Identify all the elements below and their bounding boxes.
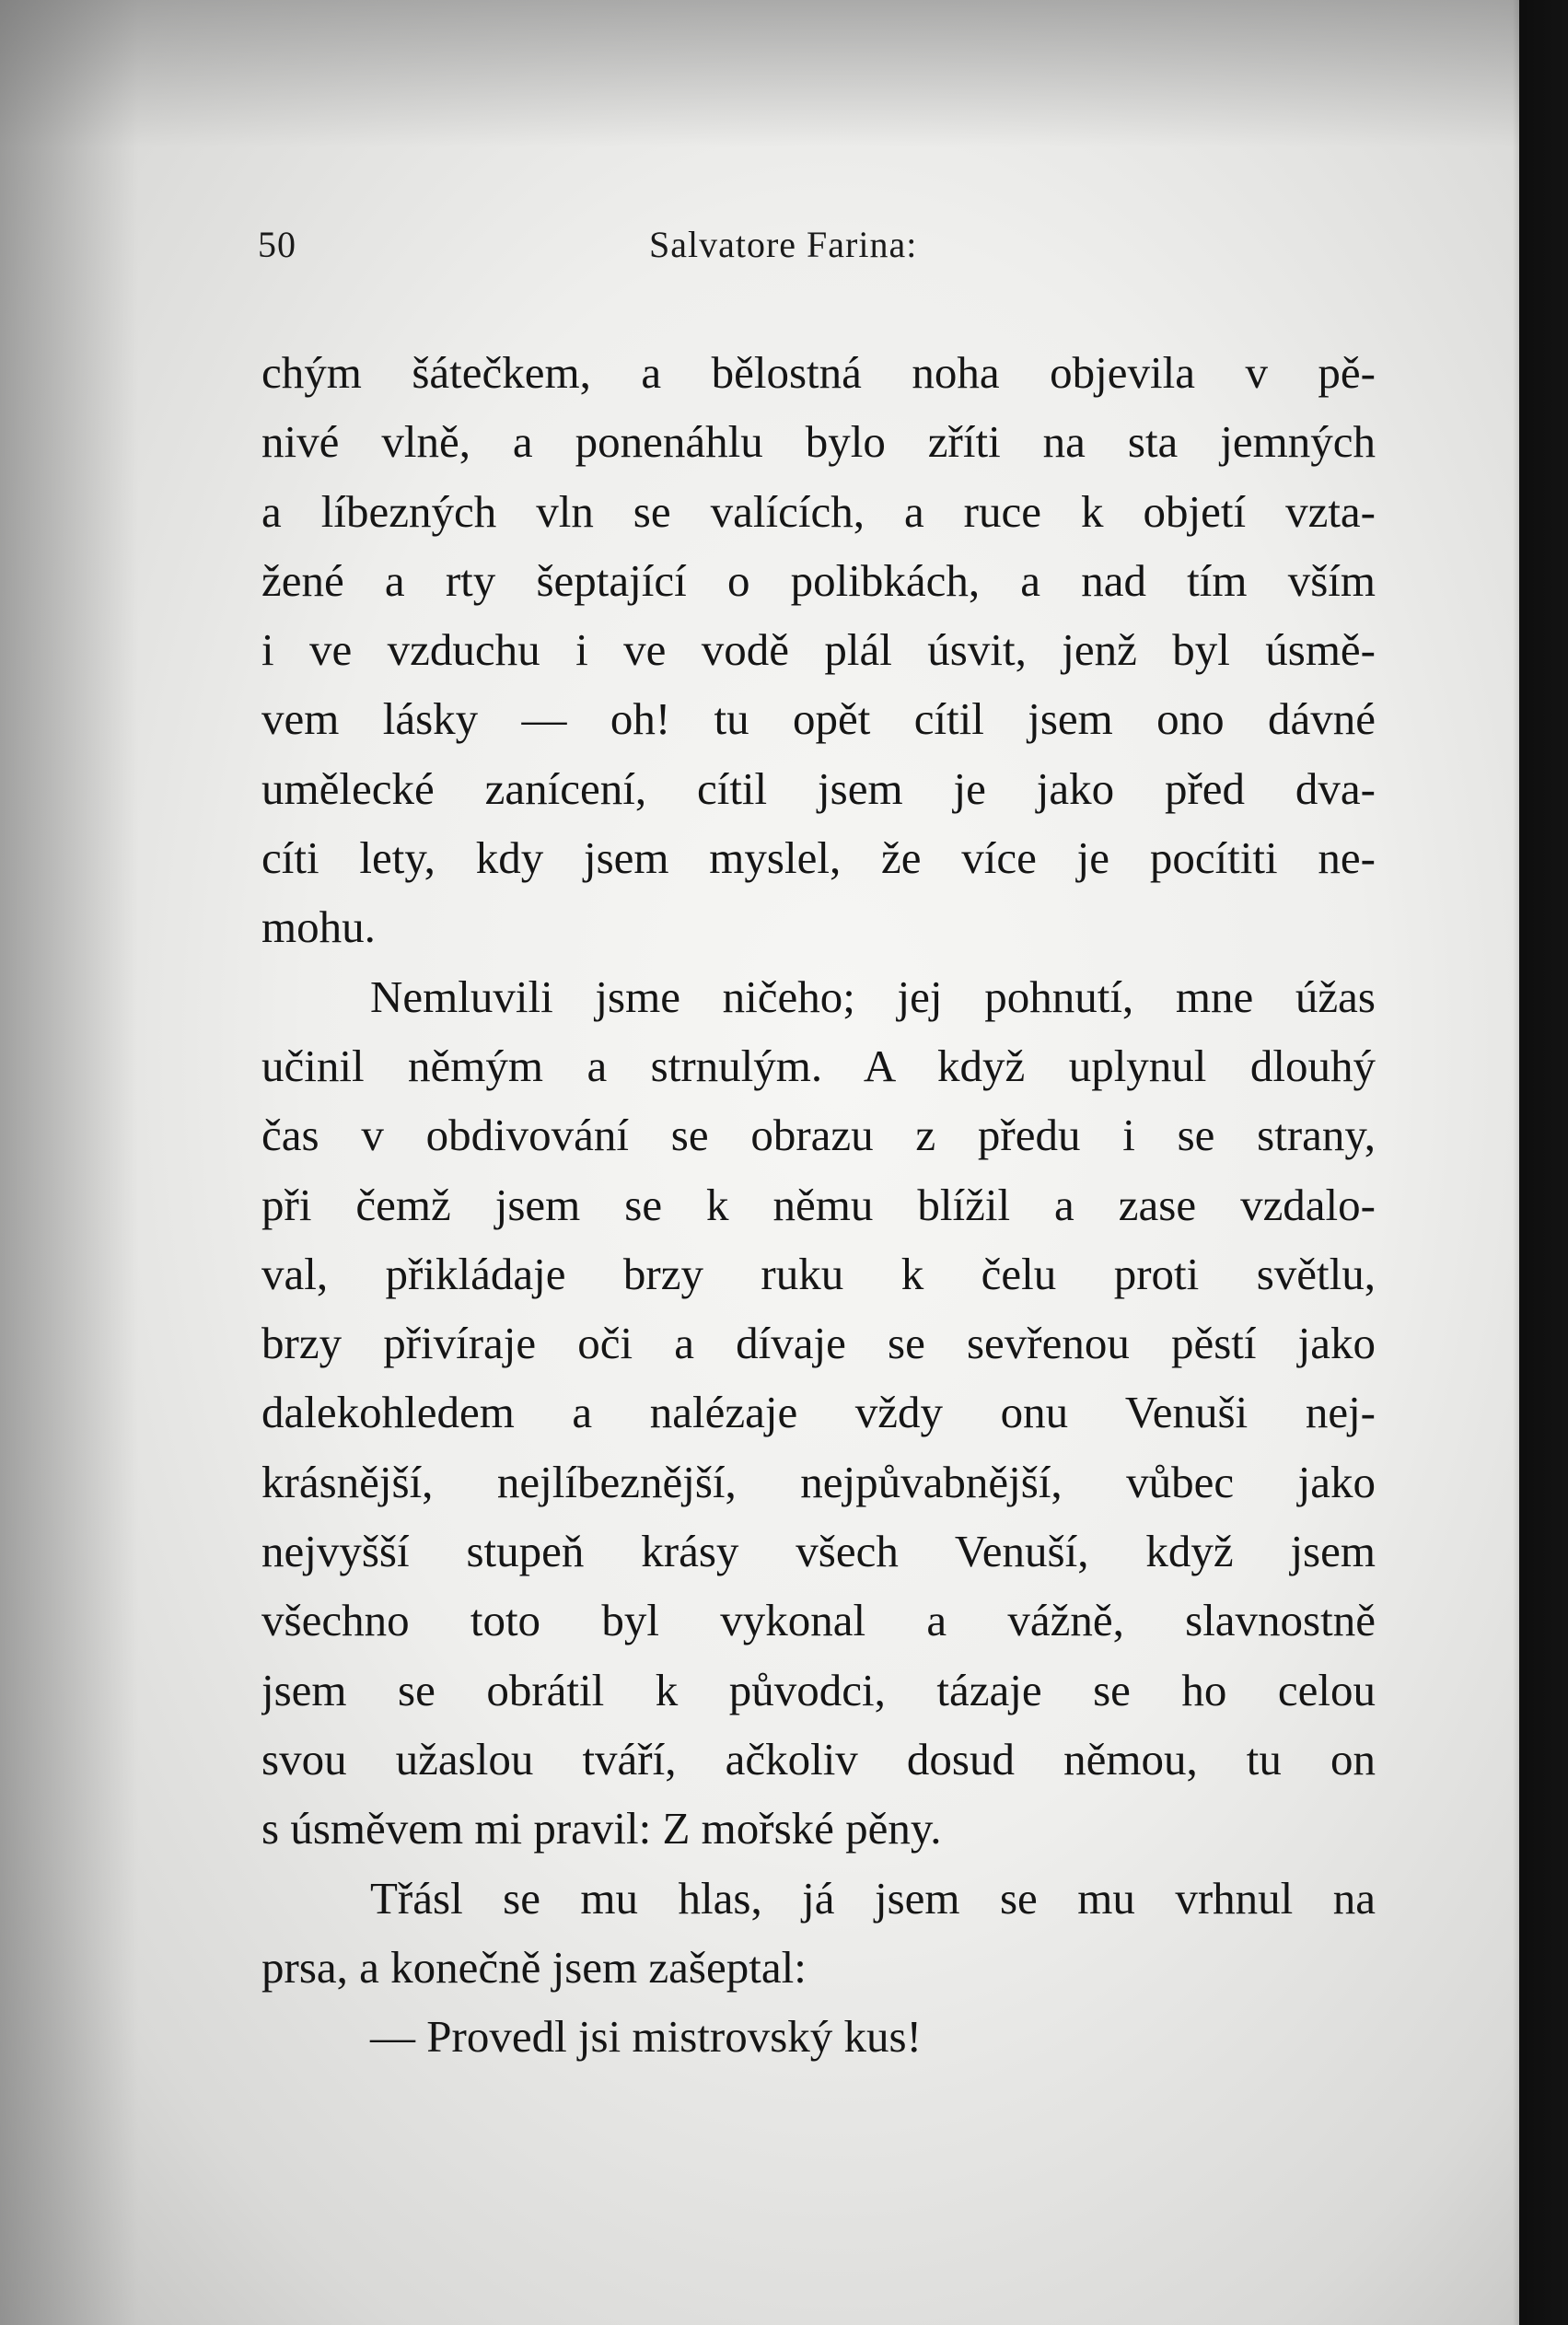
text-line: vem lásky — oh! tu opět cítil jsem ono dávné — [261, 693, 1376, 745]
text-line: chým šátečkem, a bělostná noha objevila v pě- — [261, 347, 1376, 398]
text-line: dalekohledem a nalézaje vždy onu Venuši nej- — [261, 1387, 1376, 1438]
text-line: nejvyšší stupeň krásy všech Venuší, když jsem — [261, 1526, 1376, 1577]
page-header — [258, 223, 1376, 269]
running-head: Salvatore Farina: — [649, 224, 918, 265]
text-line: mohu. — [261, 901, 376, 953]
text-line: brzy přivíraje oči a dívaje se sevřenou pěstí jako — [261, 1318, 1376, 1369]
text-line: jsem se obrátil k původci, tázaje se ho celou — [261, 1664, 1376, 1715]
text-line: žené a rty šeptající o polibkách, a nad tím vším — [261, 554, 1376, 606]
text-line: Nemluvili jsme ničeho; jej pohnutí, mne úžas — [370, 971, 1376, 1022]
text-line: — Provedl jsi mistrovský kus! — [370, 2011, 922, 2063]
text-line: val, přikládaje brzy ruku k čelu proti světlu, — [261, 1248, 1376, 1299]
text-line: prsa, a konečně jsem zašeptal: — [261, 1941, 807, 1993]
text-line: a líbezných vln se valících, a ruce k objetí vzta- — [261, 485, 1376, 537]
text-line: učinil němým a strnulým. A když uplynul dlouhý — [261, 1040, 1376, 1091]
text-line: s úsměvem mi pravil: Z mořské pěny. — [261, 1803, 942, 1854]
body-text — [261, 338, 1376, 2071]
text-line: Třásl se mu hlas, já jsem se mu vrhnul na — [370, 1872, 1376, 1924]
text-line: krásnější, nejlíbeznější, nejpůvabnější, vůbec jako — [261, 1456, 1376, 1507]
text-line: umělecké zanícení, cítil jsem je jako před dva- — [261, 762, 1376, 814]
text-line: při čemž jsem se k němu blížil a zase vzdalo- — [261, 1179, 1376, 1230]
page-number: 50 — [258, 224, 296, 265]
text-line: cíti lety, kdy jsem myslel, že více je pocítiti ne- — [261, 832, 1376, 884]
text-line: čas v obdivování se obrazu z předu i se strany, — [261, 1110, 1376, 1161]
text-line: i ve vzduchu i ve vodě plál úsvit, jenž byl úsmě- — [261, 624, 1376, 676]
text-line: všechno toto byl vykonal a vážně, slavnostně — [261, 1595, 1376, 1646]
page-edge-shadow — [1513, 0, 1568, 2325]
text-line: svou užaslou tváří, ačkoliv dosud němou, tu on — [261, 1733, 1376, 1784]
text-line: nivé vlně, a ponenáhlu bylo zříti na sta jemných — [261, 416, 1376, 468]
